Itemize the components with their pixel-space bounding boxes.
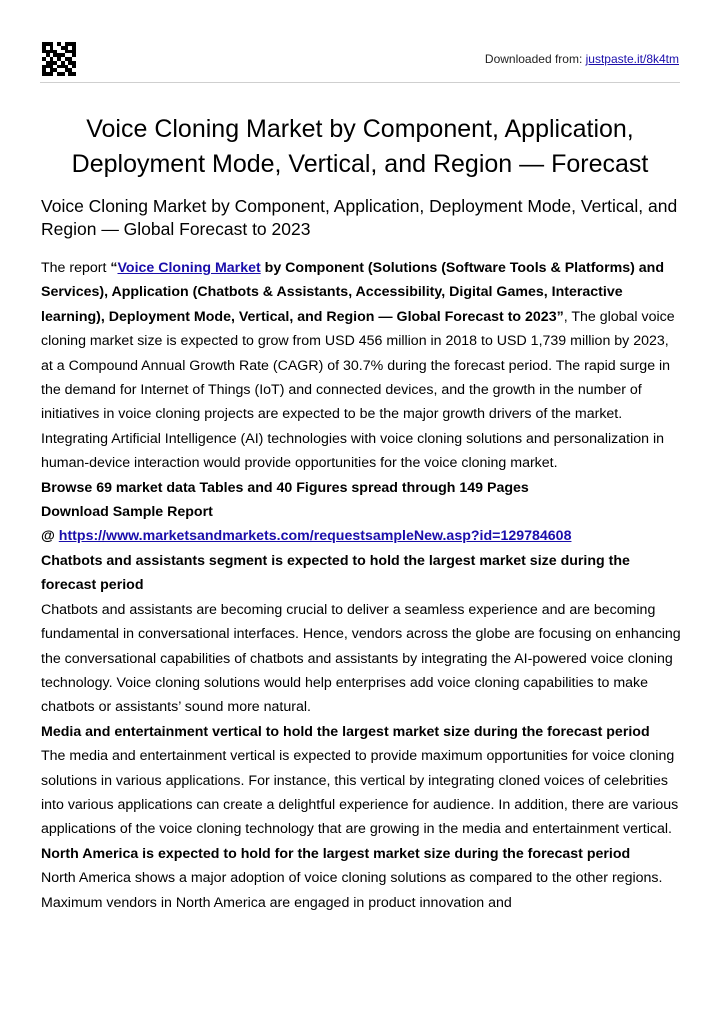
- report-link[interactable]: Voice Cloning Market: [117, 260, 261, 276]
- section-body: The media and entertainment vertical is expected to provide maximum opportunities for voice cloning solutions in various applications. For instance, this vertical by integrating cloned voices of celebrities into various applications can create a delightful experience for audience. In addition, there are various applications of the voice cloning technology that are growing in the media and entertainment vertical.: [41, 748, 679, 838]
- browse-line: [41, 476, 681, 500]
- download-sample-label: Download Sample Report: [41, 504, 213, 521]
- page-subtitle: Voice Cloning Market by Component, Application, Deployment Mode, Vertical, and Region — Global Forecast to 2023: [41, 196, 678, 239]
- sample-report-link[interactable]: https://www.marketsandmarkets.com/requestsampleNew.asp?id=129784608: [58, 528, 572, 545]
- section-body: Chatbots and assistants are becoming crucial to deliver a seamless experience and are becoming fundamental in conversational interfaces. Hence, vendors across the globe are focusing on enhancing the conversational capabilities of chatbots and assistants by integrating the AI-powered voice cloning technology. Voice cloning solutions would help enterprises add voice cloning capabilities to make chatbots or assistants’ sound more natural.: [41, 601, 681, 716]
- download-sample-line: [41, 500, 681, 524]
- browse-text: Browse 69 market data Tables and 40 Figures spread through 149 Pages: [41, 479, 529, 496]
- qr-code-icon: [42, 42, 76, 76]
- quote-open: “: [110, 260, 118, 276]
- section-heading-text: Media and entertainment vertical to hold the largest market size during the forecast period: [41, 723, 650, 740]
- section-heading: [41, 842, 681, 866]
- page-header: [0, 0, 720, 84]
- intro-paragraph: [41, 256, 681, 476]
- page-title: Voice Cloning Market by Component, Application, Deployment Mode, Vertical, and Region — Forecast: [71, 115, 649, 178]
- sample-prefix: @: [41, 528, 59, 545]
- article-body: [41, 256, 681, 915]
- source-link[interactable]: justpaste.it/8k4tm: [585, 52, 679, 66]
- header-divider: [40, 82, 680, 83]
- section-heading: [41, 549, 681, 598]
- section-body: North America shows a major adoption of voice cloning solutions as compared to the other regions. Maximum vendors in North America are engaged in product innovation and: [41, 870, 663, 911]
- section-heading: [41, 720, 681, 744]
- intro-prefix: The report: [41, 260, 111, 276]
- download-prefix: Downloaded from:: [484, 52, 586, 66]
- sample-link-line: [41, 524, 681, 548]
- intro-body: , The global voice cloning market size is expected to grow from USD 456 million in 2018 to USD 1,739 million by 2023, at a Compound Annual Growth Rate (CAGR) of 30.7% during the forecast period. The rapid surge in the demand for Internet of Things (IoT) and connected devices, and the growth in the number of initiatives in voice cloning projects are expected to be the major growth drivers of the market. Integrating Artificial Intelligence (AI) technologies with voice cloning solutions and personalization in human-device interaction would provide opportunities for the voice cloning market.: [41, 308, 675, 472]
- section-heading-text: Chatbots and assistants segment is expected to hold the largest market size during the forecast period: [41, 552, 630, 594]
- download-source-note: [485, 52, 679, 66]
- section-heading-text: North America is expected to hold for the largest market size during the forecast period: [41, 845, 631, 862]
- report-full-title: by Component (Solutions (Software Tools & Platforms) and Services), Application (Chatbots & Assistants, Accessibility, Digital Games, Interactive learning), Deployment Mode, Vertical, and Region — Global Forecast to 2023”: [41, 260, 665, 325]
